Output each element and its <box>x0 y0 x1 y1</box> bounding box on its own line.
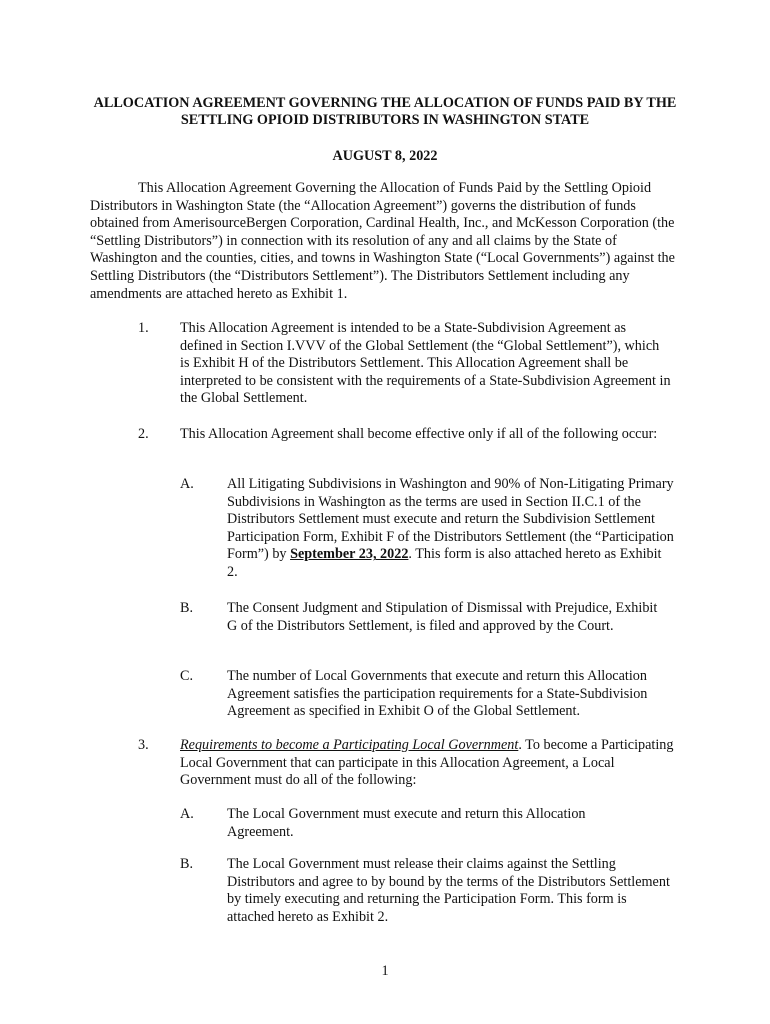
subsection-text: The Local Government must execute and return this Allocation Agreement. <box>227 806 586 840</box>
section-text-part: . To become a Participating Local Government that can participate in this Allocation Agreement, a Local Government must do all of the following: <box>180 737 674 789</box>
subsection-letter: A. <box>180 806 194 822</box>
section-text: This Allocation Agreement shall become effective only if all of the following occur: <box>180 426 658 442</box>
section-heading: Requirements to become a Participating Local Government <box>180 737 519 753</box>
subsection-text: The Consent Judgment and Stipulation of Dismissal with Prejudice, Exhibit G of the Distributors Settlement, is filed and approved by the Court. <box>227 600 658 634</box>
section-number: 3. <box>138 737 149 753</box>
section-number: 1. <box>138 320 149 336</box>
document-date: AUGUST 8, 2022 <box>332 148 438 164</box>
subsection-letter: B. <box>180 856 194 872</box>
page-number: 1 <box>381 963 389 979</box>
subsection-text-part: All Litigating Subdivisions in Washington and 90% of Non-Litigating Primary Subdivisions in Washington as the terms are used in Section II.C.1 of the Distributors Settlement must execute and return the Subdivision Settlement Participation Form, Exhibit F of the Distributors Settlement (the “Participation Form”) by <box>227 476 674 563</box>
section-text: This Allocation Agreement is intended to be a State-Subdivision Agreement as defined in Section I.VVV of the Global Settlement (the “Global Settlement”), which is Exhibit H of the Distributors Settlement. This Allocation Agreement shall be interpreted to be consistent with the requirements of a State-Subdivision Agreement in the Global Settlement. <box>180 320 671 407</box>
subsection-text <box>227 476 675 582</box>
subsection-letter: C. <box>180 668 194 684</box>
deadline-date: September 23, 2022 <box>290 546 409 563</box>
subsection-text: The number of Local Governments that execute and return this Allocation Agreement satisfies the participation requirements for a State-Subdivision Agreement as specified in Exhibit O of the Global Settlement. <box>227 668 648 720</box>
section-text <box>180 737 676 790</box>
subsection-text: The Local Government must release their claims against the Settling Distributors and agree to by bound by the terms of the Distributors Settlement by timely executing and returning the Participation Form. This form is attached hereto as Exhibit 2. <box>227 856 670 925</box>
document-title: ALLOCATION AGREEMENT GOVERNING THE ALLOCATION OF FUNDS PAID BY THE SETTLING OPIOID DISTRIBUTORS IN WASHINGTON STATE <box>93 95 677 128</box>
subsection-letter: A. <box>180 476 194 492</box>
subsection-text-part: . This form is also attached hereto as Exhibit 2. <box>227 546 662 580</box>
intro-paragraph: This Allocation Agreement Governing the Allocation of Funds Paid by the Settling Opioid Distributors in Washington State (the “Allocation Agreement”) governs the distribution of funds obtained from AmerisourceBergen Corporation, Cardinal Health, Inc., and McKesson Corporation (the “Settling Distributors”) in connection with its resolution of any and all claims by the State of Washington and the counties, cities, and towns in Washington State (“Local Governments”) against the Settling Distributors (the “Distributors Settlement”). The Distributors Settlement including any amendments are attached hereto as Exhibit 1. <box>90 180 675 302</box>
subsection-letter: B. <box>180 600 194 616</box>
section-number: 2. <box>138 426 149 442</box>
